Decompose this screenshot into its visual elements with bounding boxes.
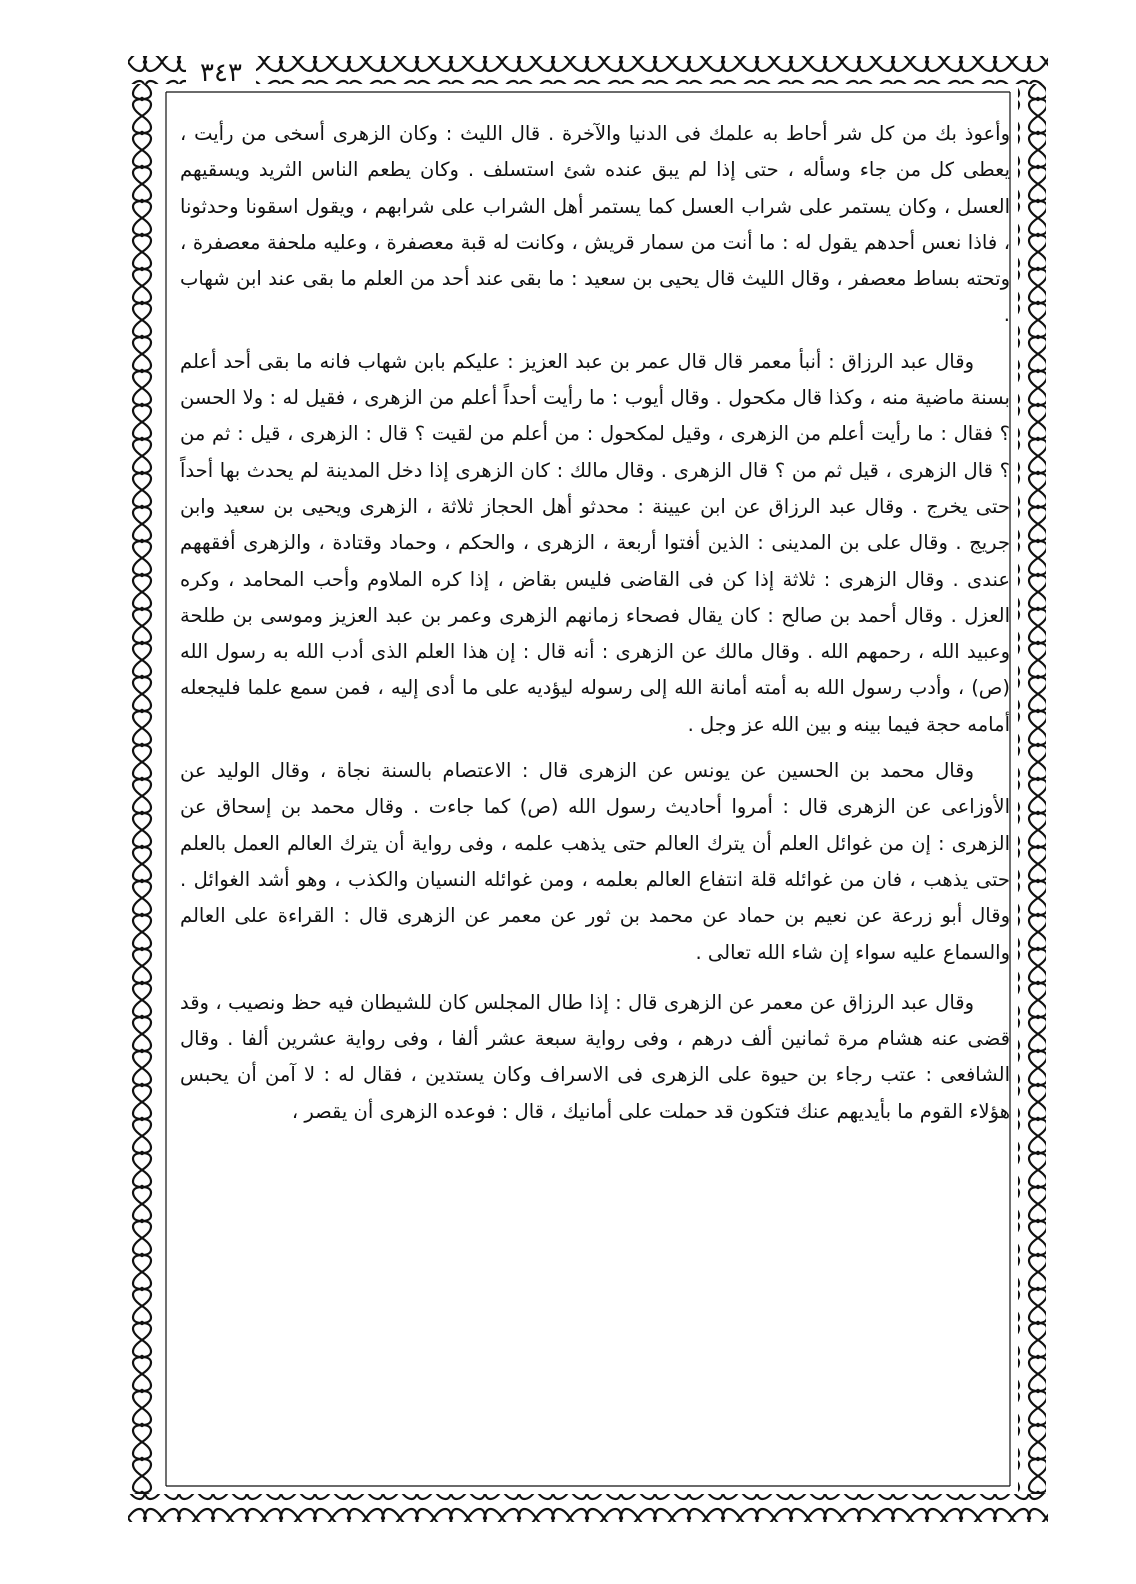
border-right [1018,84,1046,1494]
paragraph: وقال عبد الرزاق عن معمر عن الزهرى قال : إذا طال المجلس كان للشيطان فيه حظ ونصيب ، وقد قضى عنه هشام مرة ثمانين ألف درهم ، وفى رواية سبعة عشر ألفا ، وفى رواية عشرين ألفا . وقال الشافعى : عتب رجاء بن حيوة على الزهرى فى الاسراف وكان يستدين ، فقال له : لا آمن أن يحبس هؤلاء القوم ما بأيديهم عنك فتكون قد حملت على أمانيك ، قال : فوعده الزهرى أن يقصر ، [180,990,1010,1123]
paragraph: وقال محمد بن الحسين عن يونس عن الزهرى قال : الاعتصام بالسنة نجاة ، وقال الوليد عن الأوزاعى عن الزهرى قال : أمروا أحاديث رسول الله (ص) كما جاءت . وقال محمد بن إسحاق عن الزهرى : إن من غوائل العلم أن يترك العالم حتى يذهب علمه ، وفى رواية أن يترك العالم العمل بالعلم حتى يذهب ، فان من غوائله قلة انتفاع العالم بعلمه ، ومن غوائله النسيان والكذب ، وهو أشد الغوائل . وقال أبو زرعة عن نعيم بن حماد عن محمد بن ثور عن معمر عن الزهرى قال : القراءة على العالم والسماع عليه سواء إن شاء الله تعالى . [180,759,1010,964]
paragraph: وقال عبد الرزاق : أنبأ معمر قال قال عمر بن عبد العزيز : عليكم بابن شهاب فانه ما بقى أحد أعلم بسنة ماضية منه ، وكذا قال مكحول . وقال أيوب : ما رأيت أحداً أعلم من الزهرى ، فقيل له : ولا الحسن ؟ فقال : ما رأيت أعلم من الزهرى ، وقيل لمكحول : من أعلم من لقيت ؟ قال : الزهرى ، قيل : ثم من ؟ قال الزهرى ، قيل ثم من ؟ قال الزهرى . وقال مالك : كان الزهرى إذا دخل المدينة لم يحدث بها أحداً حتى يخرج . وقال عبد الرزاق عن ابن عيينة : محدثو أهل الحجاز ثلاثة ، الزهرى ويحيى بن سعيد وابن جريج . وقال على بن المدينى : الذين أفتوا أربعة ، الزهرى ، والحكم ، وحماد وقتادة ، والزهرى أفقههم عندى . وقال الزهرى : ثلاثة إذا كن فى القاضى فليس بقاض ، إذا كره الملاوم وأحب المحامد ، وكره العزل . وقال أحمد بن صالح : كان يقال فصحاء زمانهم الزهرى وعمر بن عبد العزيز وموسى بن طلحة وعبيد الله ، رحمهم الله . وقال مالك عن الزهرى : أنه قال : إن هذا العلم الذى أدب الله به رسول الله (ص) ، وأدب رسول الله به أمته أمانة الله إلى رسوله ليؤديه على ما أدى إليه ، فمن سمع علما فليجعله أمامه حجة فيما بينه و بين الله عز وجل . [180,349,1010,736]
page-number: ٣٤٣ [186,56,256,90]
body-text [180,116,1010,1140]
border-left [130,84,158,1494]
paragraph: وأعوذ بك من كل شر أحاط به علمك فى الدنيا والآخرة . قال الليث : وكان الزهرى أسخى من رأيت ، يعطى كل من جاء وسأله ، حتى إذا لم يبق عنده شئ استسلف . وكان يطعم الناس الثريد ويسقيهم العسل ، وكان يستمر على شراب العسل كما يستمر أهل الشراب على شرابهم ، ويقول اسقونا وحدثونا ، فاذا نعس أحدهم يقول له : ما أنت من سمار قريش ، وكانت له قبة معصفرة ، وعليه ملحفة معصفرة ، وتحته بساط معصفر ، وقال الليث قال يحيى بن سعيد : ما بقى عند أحد من العلم ما بقى عند ابن شهاب . [180,122,1010,327]
border-bottom [128,1494,1048,1522]
border-top [128,56,1048,84]
